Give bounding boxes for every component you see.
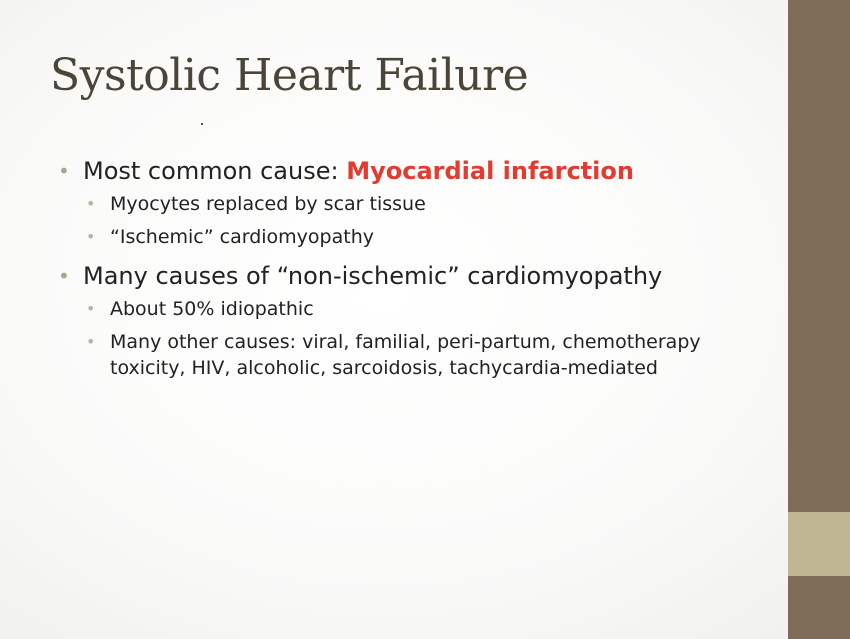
bullet-text: Most common cause: <box>83 157 347 185</box>
bullet-dot-icon: • <box>58 264 70 288</box>
sub-bullet-text: About 50% idiopathic <box>110 298 314 320</box>
sub-bullet-text: Many other causes: viral, familial, peri-partum, chemotherapy toxicity, HIV, alcoholic, sarcoidosis, tachycardia-mediated <box>110 331 701 379</box>
bullet-dot-icon: • <box>58 159 70 183</box>
sub-bullet-dot-icon: • <box>86 332 96 351</box>
sub-bullet-dot-icon: • <box>86 194 96 213</box>
bullet-emphasis: Myocardial infarction <box>346 157 634 185</box>
sub-bullet-item <box>58 224 758 250</box>
sub-bullet-text: “Ischemic” cardiomyopathy <box>110 226 374 248</box>
sub-bullet-item <box>58 329 758 381</box>
sub-bullet-list <box>58 296 758 381</box>
bullet-item <box>58 260 758 292</box>
sub-bullet-text: Myocytes replaced by scar tissue <box>110 193 426 215</box>
bullet-item <box>58 155 758 187</box>
stray-dot <box>201 123 203 125</box>
sub-bullet-list <box>58 191 758 250</box>
sub-bullet-item <box>58 296 758 322</box>
sub-bullet-dot-icon: • <box>86 227 96 246</box>
sub-bullet-dot-icon: • <box>86 299 96 318</box>
bullet-text: Many causes of “non-ischemic” cardiomyopathy <box>83 262 663 290</box>
sub-bullet-item <box>58 191 758 217</box>
sidebar-accent-block <box>788 512 850 576</box>
bullet-list <box>58 155 758 391</box>
slide-title: Systolic Heart Failure <box>50 50 529 101</box>
